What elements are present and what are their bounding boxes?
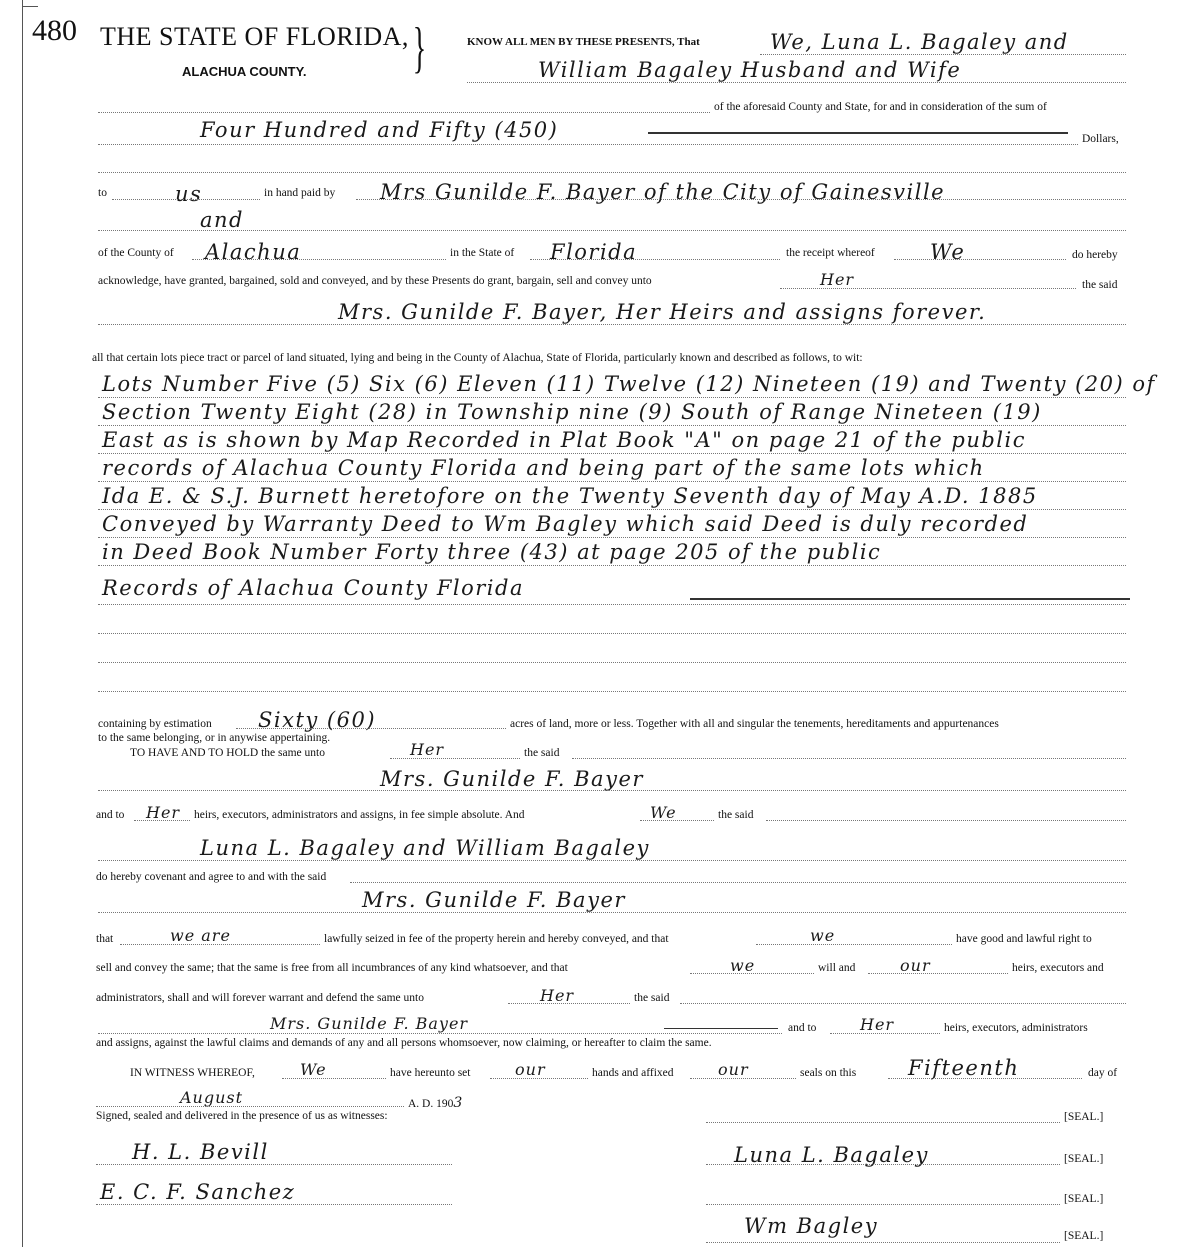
rule <box>96 1204 452 1205</box>
rule <box>98 912 1126 913</box>
year-prefix-text: A. D. 190 <box>408 1098 454 1110</box>
description-line-4: records of Alachua County Florida and being part of the same lots which <box>102 456 985 480</box>
and-to-label: and to <box>96 809 125 821</box>
county-state-text: of the aforesaid County and State, for and in consideration of the sum of <box>714 101 1047 113</box>
rule <box>690 973 814 974</box>
state-title: THE STATE OF FLORIDA, <box>100 22 409 51</box>
seals-text: seals on this <box>800 1067 857 1079</box>
rule <box>350 882 1126 883</box>
state-value: Florida <box>550 240 638 264</box>
signed-text: Signed, sealed and delivered in the presence of us as witnesses: <box>96 1110 388 1122</box>
seized-value: we <box>810 926 836 945</box>
grantors-line-1: We, Luna L. Bagaley and <box>770 30 1069 54</box>
rule <box>98 860 1126 861</box>
covenant-the-said: the said <box>634 992 670 1004</box>
seal-2: [SEAL.] <box>1064 1153 1104 1165</box>
grantee-line-1: Mrs Gunilde F. Bayer of the City of Gainesville <box>380 180 946 204</box>
receipt-value: We <box>930 240 966 264</box>
covenant-grantee: Mrs. Gunilde F. Bayer <box>362 888 626 912</box>
rule <box>96 1106 404 1107</box>
covenant-and-to-value: Her <box>860 1015 895 1034</box>
acknowledge-text: acknowledge, have granted, bargained, sold and conveyed, and by these Presents do grant, bargain, sell and convey unto <box>98 275 652 287</box>
rule <box>868 973 1008 974</box>
description-line-5: Ida E. & S.J. Burnett heretofore on the Twenty Seventh day of May A.D. 1885 <box>102 484 1038 508</box>
rule <box>572 758 1126 759</box>
heirs-admin: heirs, executors, administrators <box>944 1022 1088 1034</box>
to-value: us <box>175 182 203 206</box>
rule <box>508 1003 630 1004</box>
rule <box>282 1078 386 1079</box>
rule <box>830 1033 940 1034</box>
rule <box>98 324 1126 325</box>
rule <box>98 604 1126 605</box>
do-hereby: do hereby <box>1072 249 1118 261</box>
belonging-text: to the same belonging, or in anywise appertaining. <box>98 732 331 744</box>
sell-text: sell and convey the same; that the same is free from all incumbrances of any kind whatsoever, and that <box>96 962 568 974</box>
rule <box>98 662 1126 663</box>
year-prefix <box>408 1095 463 1111</box>
covenant-grantee-2: Mrs. Gunilde F. Bayer <box>270 1014 469 1033</box>
acres-text: acres of land, more or less. Together with all and singular the tenements, hereditaments and appurtenances <box>510 718 999 730</box>
grantee-line-2: and <box>200 208 244 232</box>
rule <box>98 112 710 113</box>
and-we-value: We <box>650 803 677 822</box>
to-label: to <box>98 187 107 199</box>
description-line-7: in Deed Book Number Forty three (43) at page 205 of the public <box>102 540 882 564</box>
day-value: Fifteenth <box>908 1056 1020 1080</box>
rule <box>134 820 190 821</box>
day-of: day of <box>1088 1067 1118 1079</box>
our-value: our <box>900 956 931 975</box>
rule <box>192 259 446 260</box>
rule <box>530 259 780 260</box>
county-value: Alachua <box>205 240 302 264</box>
have-set: have hereunto set <box>390 1067 471 1079</box>
county-label: of the County of <box>98 247 174 259</box>
acres-value: Sixty (60) <box>258 708 377 732</box>
rule <box>98 1033 782 1034</box>
rule <box>120 944 320 945</box>
habendum-grantors: Luna L. Bagaley and William Bagaley <box>200 836 650 860</box>
rule <box>894 259 1066 260</box>
amount-flourish <box>648 132 1068 134</box>
seal-1: [SEAL.] <box>1064 1111 1104 1123</box>
the-said: the said <box>1082 279 1118 291</box>
signer-2-signature: Wm Bagley <box>744 1214 879 1238</box>
seal-3: [SEAL.] <box>1064 1193 1104 1205</box>
rule <box>98 397 1126 398</box>
grantee-flourish <box>664 1028 778 1029</box>
unto-value: Her <box>820 270 855 289</box>
grantors-line-2: William Bagaley Husband and Wife <box>538 58 962 82</box>
rule <box>112 199 260 200</box>
page-number: 480 <box>32 14 77 47</box>
know-all-text: KNOW ALL MEN BY THESE PRESENTS, That <box>467 36 700 48</box>
to-have-text: TO HAVE AND TO HOLD the same unto <box>130 747 325 759</box>
witness-2-signature: E. C. F. Sanchez <box>100 1180 296 1204</box>
county-title: ALACHUA COUNTY. <box>182 64 307 79</box>
rule <box>98 425 1126 426</box>
description-intro: all that certain lots piece tract or parcel of land situated, lying and being in the County of Alachua, State of Florida, particularly known and described as follows, to wit: <box>92 352 863 364</box>
page-top-border <box>22 6 38 7</box>
seized-text: lawfully seized in fee of the property herein and hereby conveyed, and that <box>324 933 669 945</box>
rule <box>98 633 1126 634</box>
description-flourish <box>690 598 1130 600</box>
rule <box>756 944 952 945</box>
year-digit: 3 <box>453 1095 464 1111</box>
rule <box>640 820 714 821</box>
witness-we: We <box>300 1060 327 1079</box>
rule <box>888 1078 1082 1079</box>
description-line-6: Conveyed by Warranty Deed to Wm Bagley which said Deed is duly recorded <box>102 512 1029 536</box>
hands-text: hands and affixed <box>592 1067 674 1079</box>
brace: } <box>412 17 427 79</box>
rule <box>780 288 1076 289</box>
sell-value: we <box>730 956 756 975</box>
sum-amount: Four Hundred and Fifty (450) <box>200 118 559 142</box>
rule <box>98 453 1126 454</box>
heirs-text: heirs, executors, administrators and assigns, in fee simple absolute. And <box>194 809 525 821</box>
habendum-the-said: the said <box>524 747 560 759</box>
rule <box>98 509 1126 510</box>
description-line-3: East as is shown by Map Recorded in Plat Book "A" on page 21 of the public <box>102 428 1026 452</box>
rule <box>98 230 1126 231</box>
witness-1-signature: H. L. Bevill <box>132 1140 269 1164</box>
receipt-label: the receipt whereof <box>786 247 875 259</box>
grantors-rule-2 <box>467 82 1126 83</box>
assigns-text: and assigns, against the lawful claims and demands of any and all persons whomsoever, now claiming, or hereafter to claim the same. <box>96 1037 712 1049</box>
rule <box>98 537 1126 538</box>
rule <box>706 1122 1060 1123</box>
rule <box>98 172 1126 173</box>
rule <box>680 1003 1126 1004</box>
rule <box>236 728 506 729</box>
description-line-8: Records of Alachua County Florida <box>102 576 524 600</box>
witness-our-2: our <box>718 1060 749 1079</box>
rule <box>490 1078 588 1079</box>
in-witness: IN WITNESS WHEREOF, <box>130 1067 255 1079</box>
habendum-the-said-2: the said <box>718 809 754 821</box>
rule <box>690 1078 796 1079</box>
habendum-unto: Her <box>410 740 445 759</box>
rule <box>706 1164 1060 1165</box>
rule <box>98 790 1126 791</box>
seal-4: [SEAL.] <box>1064 1230 1104 1242</box>
signer-1-signature: Luna L. Bagaley <box>734 1143 929 1167</box>
month-value: August <box>180 1088 244 1107</box>
rule <box>706 1204 1060 1205</box>
page-left-border <box>22 0 23 1247</box>
covenant-text: do hereby covenant and agree to and with the said <box>96 871 327 883</box>
grantee-full: Mrs. Gunilde F. Bayer, Her Heirs and assigns forever. <box>338 300 987 324</box>
rule <box>96 1164 452 1165</box>
rule <box>356 199 1126 200</box>
admin-text: administrators, shall and will forever warrant and defend the same unto <box>96 992 424 1004</box>
rule <box>98 144 1078 145</box>
rule <box>706 1242 1060 1243</box>
right-text: have good and lawful right to <box>956 933 1092 945</box>
that-label: that <box>96 933 114 945</box>
will-and: will and <box>818 962 856 974</box>
rule <box>98 565 1126 566</box>
heirs-exec: heirs, executors and <box>1012 962 1104 974</box>
grantors-rule-1 <box>760 54 1126 55</box>
rule <box>98 481 1126 482</box>
dollars-label: Dollars, <box>1082 133 1119 145</box>
and-to-value: Her <box>146 803 181 822</box>
rule <box>390 758 520 759</box>
rule <box>766 820 1126 821</box>
state-label: in the State of <box>450 247 515 259</box>
containing-label: containing by estimation <box>98 718 212 730</box>
that-value: we are <box>170 926 231 945</box>
covenant-and-to: and to <box>788 1022 817 1034</box>
habendum-grantee: Mrs. Gunilde F. Bayer <box>380 767 644 791</box>
paid-by-label: in hand paid by <box>264 187 336 199</box>
admin-value: Her <box>540 986 575 1005</box>
rule <box>98 691 1126 692</box>
description-line-1: Lots Number Five (5) Six (6) Eleven (11) Twelve (12) Nineteen (19) and Twenty (20) of <box>102 372 1156 396</box>
description-line-2: Section Twenty Eight (28) in Township nine (9) South of Range Nineteen (19) <box>102 400 1042 424</box>
witness-our: our <box>515 1060 546 1079</box>
